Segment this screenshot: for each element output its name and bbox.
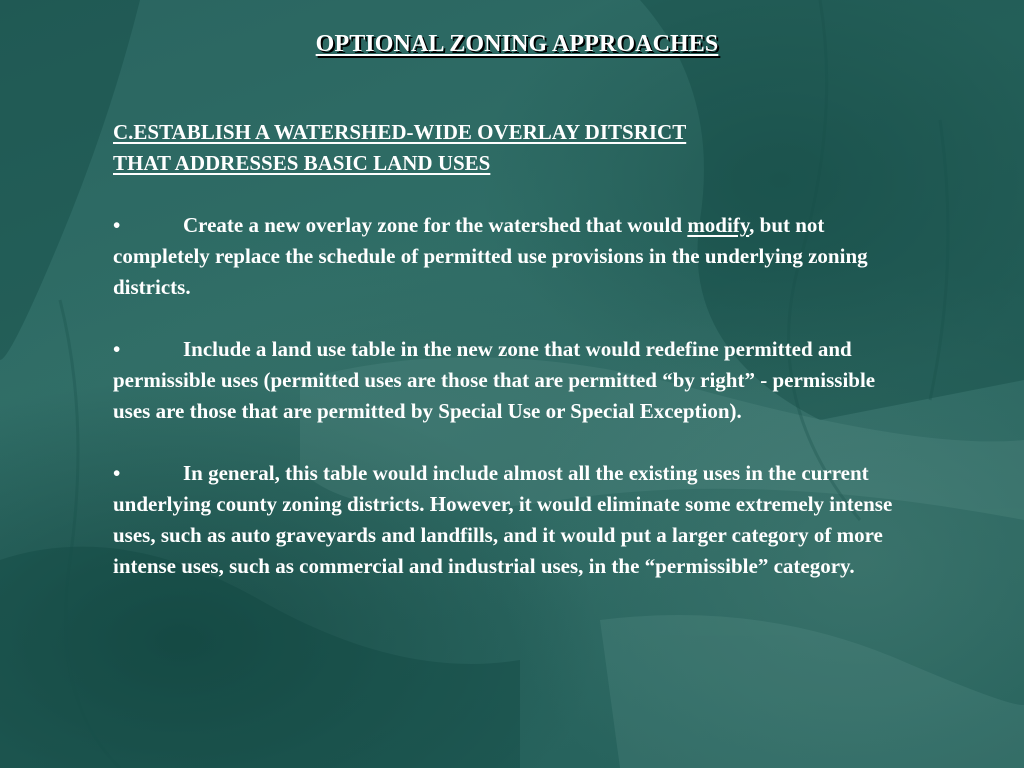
bullet-item-1 <box>113 210 913 303</box>
bullet-text: Include a land use table in the new zone that would redefine permitted and permissible uses (permitted uses are those that are permitted “by right” - permissible uses are those that are permitted by Special Use or Special Exception). <box>113 337 876 423</box>
slide-title: OPTIONAL ZONING APPROACHES <box>315 31 719 57</box>
bullet-text-before: Create a new overlay zone for the watershed that would <box>183 213 683 237</box>
bullet-icon: • <box>113 461 121 485</box>
section-heading-line-2: THAT ADDRESSES BASIC LAND USES <box>113 151 491 175</box>
texture-shape <box>930 120 948 400</box>
section-heading <box>113 117 913 179</box>
bullet-text-after: , but not completely replace the schedule of permitted use provisions in the underlying zoning districts. <box>113 213 868 299</box>
texture-shape <box>600 615 1024 768</box>
slide-body <box>113 117 913 613</box>
texture-shape <box>60 300 120 768</box>
bullet-icon: • <box>113 213 121 237</box>
bullet-item-2 <box>113 334 913 427</box>
bullet-text: In general, this table would include almost all the existing uses in the current underlying county zoning districts. However, it would eliminate some extremely intense uses, such as auto graveyards and landfills, and it would put a larger category of more intense uses, such as commercial and industrial uses, in the “permissible” category. <box>113 461 893 578</box>
section-heading-line-1: C.ESTABLISH A WATERSHED-WIDE OVERLAY DITSRICT <box>113 120 687 144</box>
bullet-icon: • <box>113 337 121 361</box>
bullet-item-3 <box>113 458 913 582</box>
underlined-word: modify <box>687 213 750 237</box>
